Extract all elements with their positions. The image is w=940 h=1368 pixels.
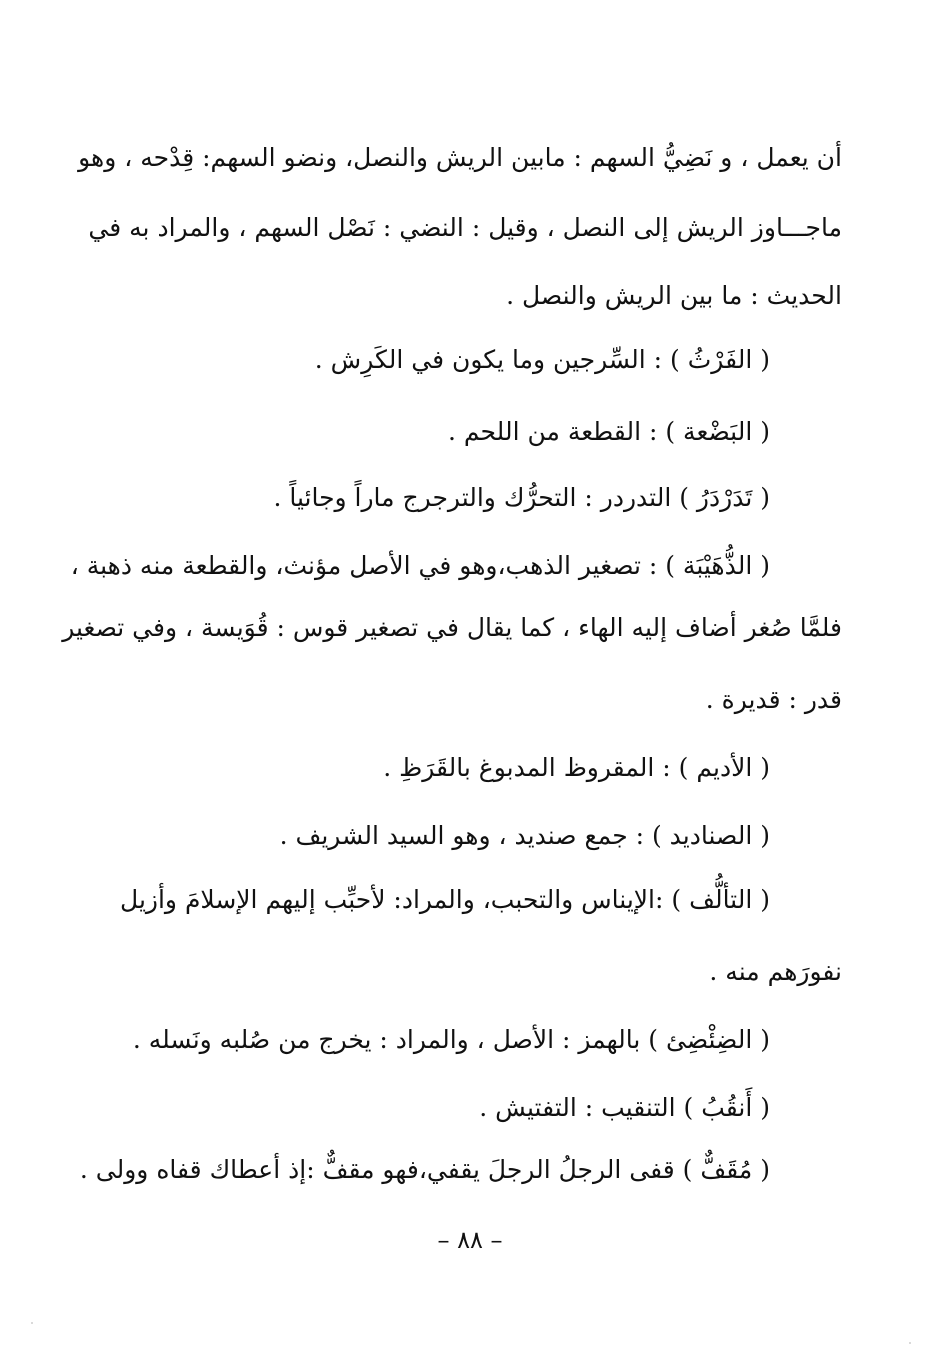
page-number: – ٨٨ – [437, 1226, 503, 1254]
text-line-15: ( أَنقُبُ ) التنقيب : التفتيش . [479, 1093, 770, 1122]
text-line-6: ( تَدَرْدَرُ ) التدردر : التحرُّك والترجرج ماراً وجائياً . [273, 483, 770, 512]
text-line-16: ( مُقَفٌّ ) قفى الرجلُ الرجلَ يقفي،فهو مقفٌّ :إذ أعطاك قفاه وولى . [79, 1155, 770, 1184]
text-line-2: ماجـــاوز الريش إلى النصل ، وقيل : النضي : نَصْل السهم ، والمراد به في [88, 213, 842, 242]
text-line-10: ( الأديم ) : المقروظ المدبوغ بالقَرَظِ . [383, 753, 770, 782]
scan-speck [31, 1322, 33, 1324]
text-line-5: ( البَضْعة ) : القطعة من اللحم . [448, 417, 770, 446]
text-line-12: ( التألُّف ) :الإيناس والتحبب، والمراد: لأحبِّب إليهم الإسلامَ وأزيل [120, 885, 770, 914]
text-line-3: الحديث : ما بين الريش والنصل . [506, 281, 842, 310]
text-line-8: فلمَّا صُغر أضاف إليه الهاء ، كما يقال في تصغير قوس : قُوَيسة ، وفي تصغير [62, 613, 842, 642]
scan-speck [909, 1342, 911, 1344]
text-line-1: أن يعمل ، و نَضِيُّ السهم : مابين الريش والنصل، ونضو السهم: قِدْحه ، وهو [78, 143, 842, 172]
text-line-13: نفورَهم منه . [709, 957, 842, 986]
text-line-14: ( الضِئْضِئ ) بالهمز : الأصل ، والمراد : يخرج من صُلبه ونَسله . [132, 1025, 770, 1054]
text-line-9: قدر : قديرة . [705, 685, 842, 714]
text-line-4: ( الفَرْثُ ) : السِّرجين وما يكون في الكَرِش . [314, 345, 770, 374]
text-line-11: ( الصناديد ) : جمع صنديد ، وهو السيد الشريف . [279, 821, 770, 850]
text-line-7: ( الذُّهَيْبَة ) : تصغير الذهب،وهو في الأصل مؤنث، والقطعة منه ذهبة ، [70, 551, 770, 580]
